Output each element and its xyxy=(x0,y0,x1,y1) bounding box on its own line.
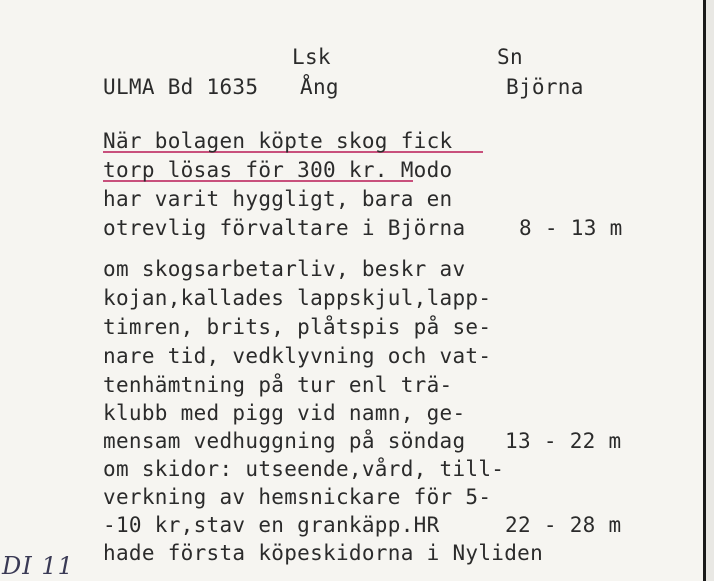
card-edge-line xyxy=(703,0,706,581)
body-line: timren, brits, plåtspis på se- xyxy=(103,315,492,339)
sn-value: Björna xyxy=(506,75,584,99)
lsk-value: Ång xyxy=(300,75,339,99)
time-reference: 22 - 28 m xyxy=(505,513,622,537)
body-line: mensam vedhuggning på söndag xyxy=(103,429,466,453)
body-line: otrevlig förvaltare i Björna xyxy=(103,216,466,240)
body-line: om skidor: utseende,vård, till- xyxy=(103,457,505,481)
archive-reference: ULMA Bd 1635 xyxy=(103,75,259,99)
body-line: nare tid, vedklyvning och vat- xyxy=(103,344,492,368)
body-line: har varit hyggligt, bara en xyxy=(103,187,453,211)
time-reference: 8 - 13 m xyxy=(519,216,623,240)
lsk-label: Lsk xyxy=(292,45,331,69)
time-reference: 13 - 22 m xyxy=(505,429,622,453)
card-edge xyxy=(706,0,714,581)
bleed-through-text xyxy=(10,0,200,80)
body-line: verkning av hemsnickare för 5- xyxy=(103,485,492,509)
body-line: -10 kr,stav en grankäpp.HR xyxy=(103,513,440,537)
body-line: kojan,kallades lappskjul,lapp- xyxy=(103,286,492,310)
body-line: tenhämtning på tur enl trä- xyxy=(103,373,453,397)
body-line: klubb med pigg vid namn, ge- xyxy=(103,401,466,425)
body-line: torp lösas för 300 kr. Modo xyxy=(103,158,453,182)
body-line: om skogsarbetarliv, beskr av xyxy=(103,257,466,281)
body-line: hade första köpeskidorna i Nyliden xyxy=(103,541,544,565)
body-line: När bolagen köpte skog fick xyxy=(103,129,453,153)
sn-label: Sn xyxy=(497,45,523,69)
handwritten-mark: DI 11 xyxy=(2,552,74,580)
